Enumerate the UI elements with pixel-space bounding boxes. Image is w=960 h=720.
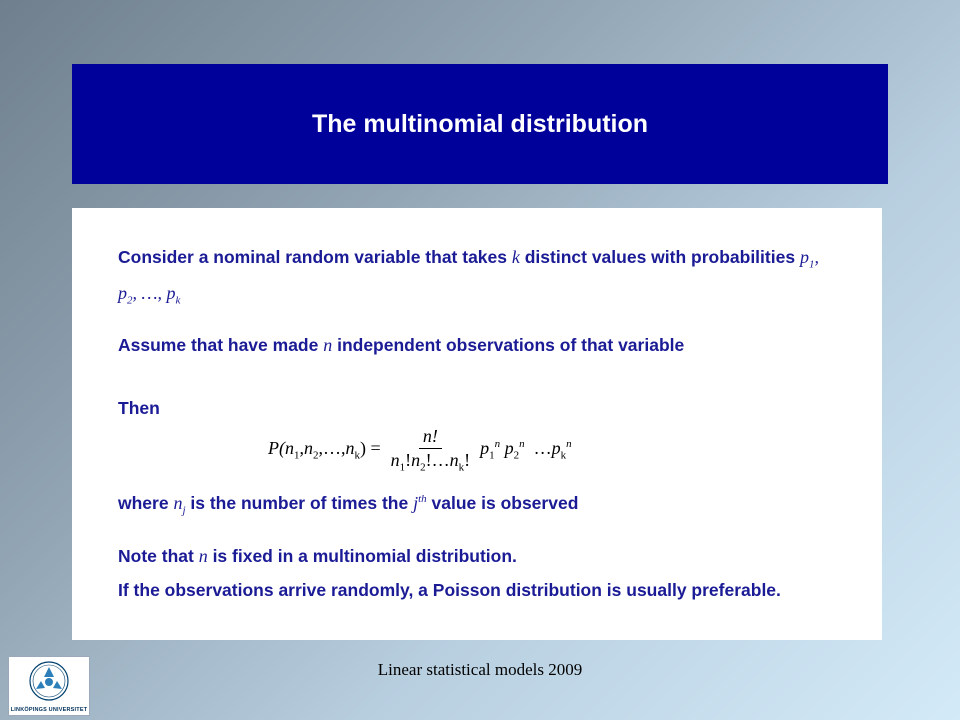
footer-text: Linear statistical models 2009 [377,660,583,679]
text: is fixed in a multinomial distribution. [207,546,517,566]
paragraph-poisson: If the observations arrive randomly, a Poisson distribution is usually preferable. [118,580,781,600]
var-nj: $n_j$ [173,493,186,517]
paragraph-variable-definition [118,243,838,314]
title-banner [72,64,888,184]
var-n: n [198,546,208,566]
paragraph-then: Then [118,398,160,418]
text: Assume that have made [118,335,324,355]
logo-text: LINKÖPINGS UNIVERSITET [10,707,88,713]
paragraph-note [118,542,838,570]
var-k: k [511,247,520,267]
text: value is observed [426,493,579,513]
text: independent observations of that variable [332,335,685,355]
var-jth: $j^{th}$ [413,493,427,513]
paragraph-where [118,485,838,525]
text: is the number of times the [185,493,414,513]
text: where [118,493,174,513]
text: Consider a nominal random variable that takes [118,247,512,267]
paragraph-observations [118,331,838,359]
content-box [72,208,882,640]
formula-fraction: $\frac{n!}{n_1!n_2!\dots n_k!}$ [390,426,471,474]
text: distinct values with probabilities [519,247,800,267]
var-n: n [323,335,333,355]
multinomial-formula [268,424,588,476]
text: Note that [118,546,199,566]
probabilities-list: $p_1$, $p_2$, …, $p_k$ [118,247,819,307]
formula-lhs: $P(n_1,n_2,\dots,n_k)$ = [268,438,381,462]
formula-rhs: $p_1^n$ $p_2^n$ $\dots p_k^n$ [480,438,572,462]
slide-title: The multinomial distribution [311,109,649,138]
